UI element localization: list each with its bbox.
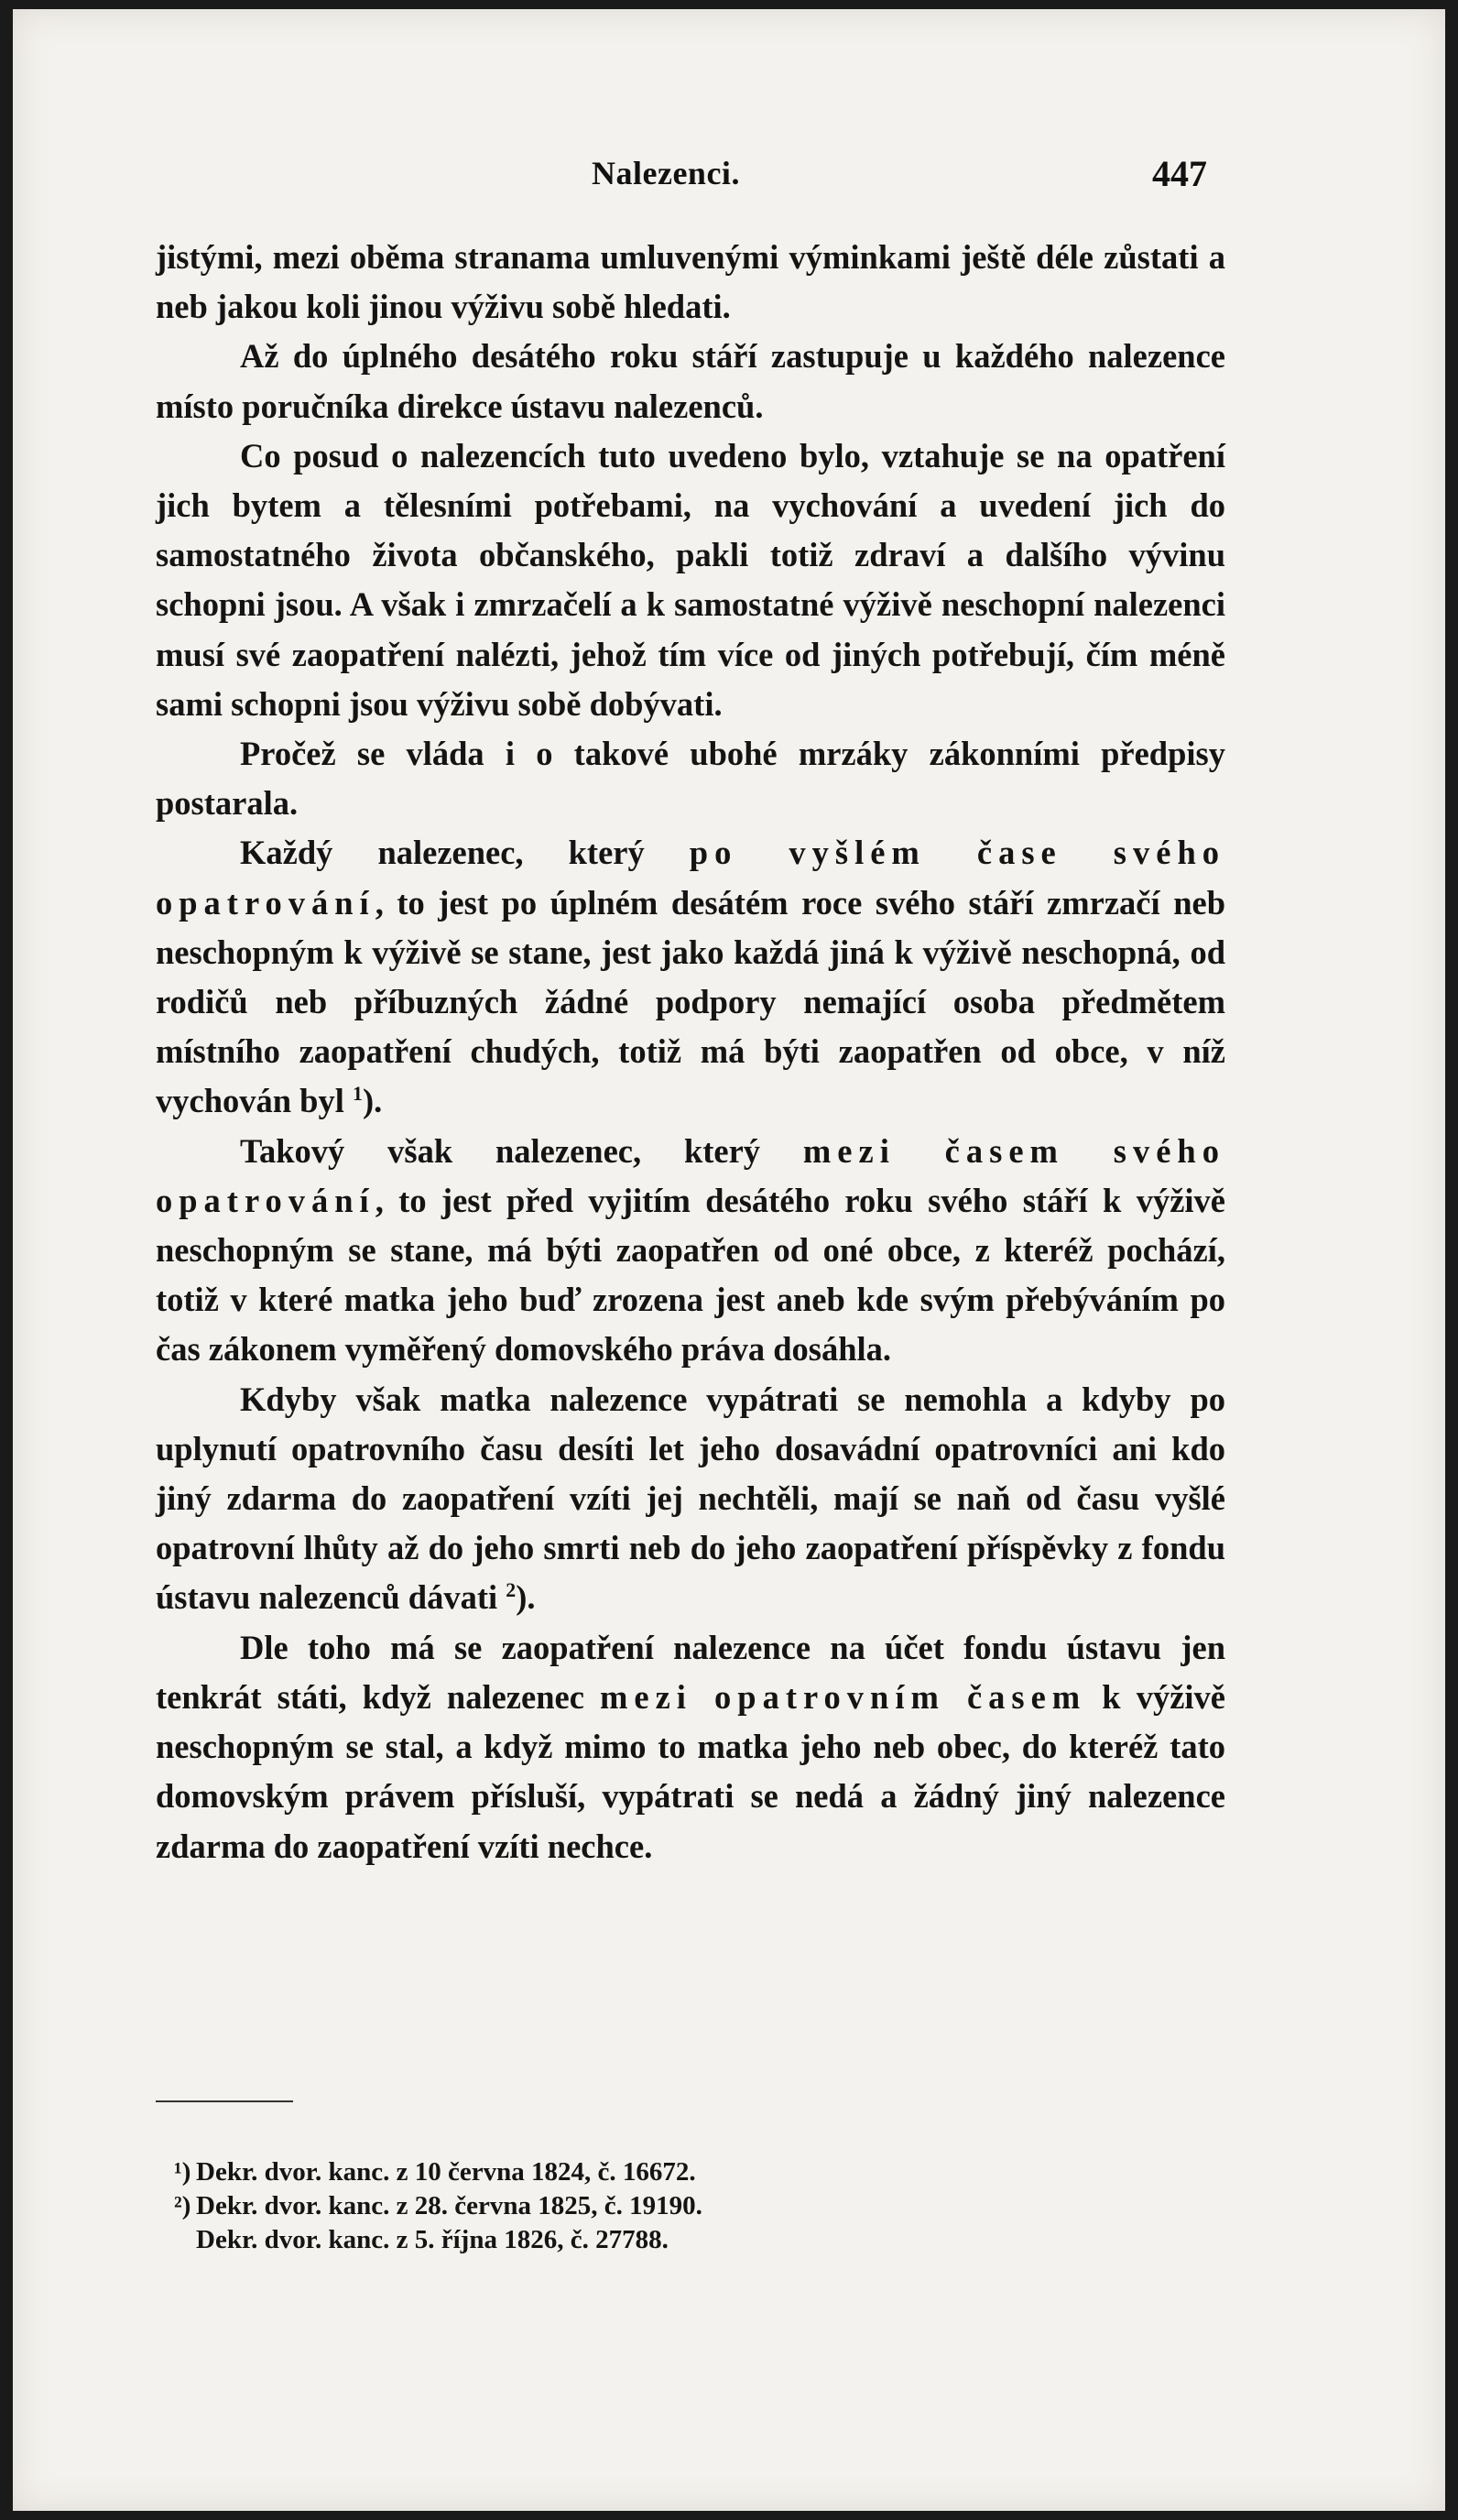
text-run: Kdyby však matka nalezence vypátrati se nemohla a kdyby po uplynutí opatrovního času desíti let jeho dosavádní opatrovníci ani kdo jiný zdarma do zaopatření vzíti jej nechtěli, mají se naň od času vyšlé opatrovní lhůty až do jeho smrti neb do jeho zaopatření příspěvky z fondu ústavu nalezenců dávati <box>156 1380 1225 1617</box>
body-text <box>156 233 1225 1871</box>
text-run: Každý nalezenec, který <box>240 834 690 872</box>
emphasized-text: mezi časem svého opatrování <box>156 1131 1225 1219</box>
text-run: Co posud o nalezencích tuto uvedeno bylo, vztahuje se na opatření jich bytem a tělesními potřebami, na vychování a uvedení jich do samostatného života občanského, pakli totiž zdraví a dalšího vývinu schopni jsou. A však i zmrzačelí a k samostatné výživě neschopní nalezenci musí své zaopatření nalézti, jehož tím více od jiných potřebují, čím méně sami schopni jsou výživu sobě dobývati. <box>156 436 1225 723</box>
book-page <box>13 9 1445 2511</box>
emphasized-text: mezi opatrovním časem <box>599 1677 1087 1716</box>
text-run: Pročež se vláda i o takové ubohé mrzáky zákonními předpisy postarala. <box>156 735 1225 823</box>
text-run: Dle toho má se zaopatření nalezence na účet fondu ústavu jen tenkrát státi, když nalezenec <box>156 1628 1225 1716</box>
paragraph <box>156 233 1225 332</box>
paragraph <box>156 828 1225 1126</box>
footnote-text: Dekr. dvor. kanc. z 5. října 1826, č. 27788. <box>196 2225 669 2254</box>
page-number: 447 <box>1152 153 1207 194</box>
footnote: ²) Dekr. dvor. kanc. z 28. června 1825, č. 19190. <box>174 2191 702 2220</box>
paragraph <box>156 431 1225 729</box>
running-title: Nalezenci. <box>592 155 740 191</box>
running-header <box>13 154 1445 209</box>
paragraph <box>156 1375 1225 1623</box>
text-run: ). <box>516 1578 536 1617</box>
text-run: k výživě neschopným se stal, a když mimo to matka jeho neb obec, do kteréž tato domovským právem přísluší, vypátrati se nedá a žádný jiný nalezence zdarma do zaopatření vzíti nechce. <box>156 1677 1225 1865</box>
footnotes <box>174 2155 1112 2257</box>
footnote-text: Dekr. dvor. kanc. z 28. června 1825, č. 19190. <box>196 2191 702 2220</box>
text-run: , to jest před vyjitím desátého roku svého stáří k výživě neschopným se stane, má býti zaopatřen od oné obce, z kteréž pochází, totiž v které matka jeho buď zrozena jest aneb kde svým přebýváním po čas zákonem vyměřený domovského práva dosáhla. <box>156 1181 1225 1369</box>
footnote <box>196 2223 1112 2257</box>
footnote-reference: 2 <box>506 1578 517 1602</box>
paragraph <box>156 1127 1225 1375</box>
text-run: Až do úplného desátého roku stáří zastupuje u každého nalezence místo poručníka direkce ústavu nalezenců. <box>156 337 1225 425</box>
text-run: , to jest po úplném desátém roce svého stáří zmrzačí neb neschopným k výživě se stane, jest jako každá jiná k výživě neschopná, od rodičů neb příbuzných žádné podpory nemající osoba předmětem místního zaopatření chudých, totiž má býti zaopatřen od obce, v níž vychován byl <box>156 883 1225 1120</box>
footnote-rule <box>156 2100 293 2102</box>
footnote: ¹) Dekr. dvor. kanc. z 10 června 1824, č. 16672. <box>174 2157 696 2187</box>
paragraph <box>156 729 1225 828</box>
emphasized-text: po vyšlém čase svého opatrování <box>156 834 1225 922</box>
text-run: Takový však nalezenec, který <box>240 1131 803 1170</box>
paragraph <box>156 1623 1225 1871</box>
paragraph <box>156 332 1225 431</box>
footnote-reference: 1 <box>353 1082 363 1106</box>
text-run: ). <box>362 1082 383 1120</box>
footnote-text: Dekr. dvor. kanc. z 10 června 1824, č. 16672. <box>196 2157 696 2187</box>
text-run: jistými, mezi oběma stranama umluvenými výminkami ještě déle zůstati a neb jakou koli jinou výživu sobě hledati. <box>156 238 1225 326</box>
